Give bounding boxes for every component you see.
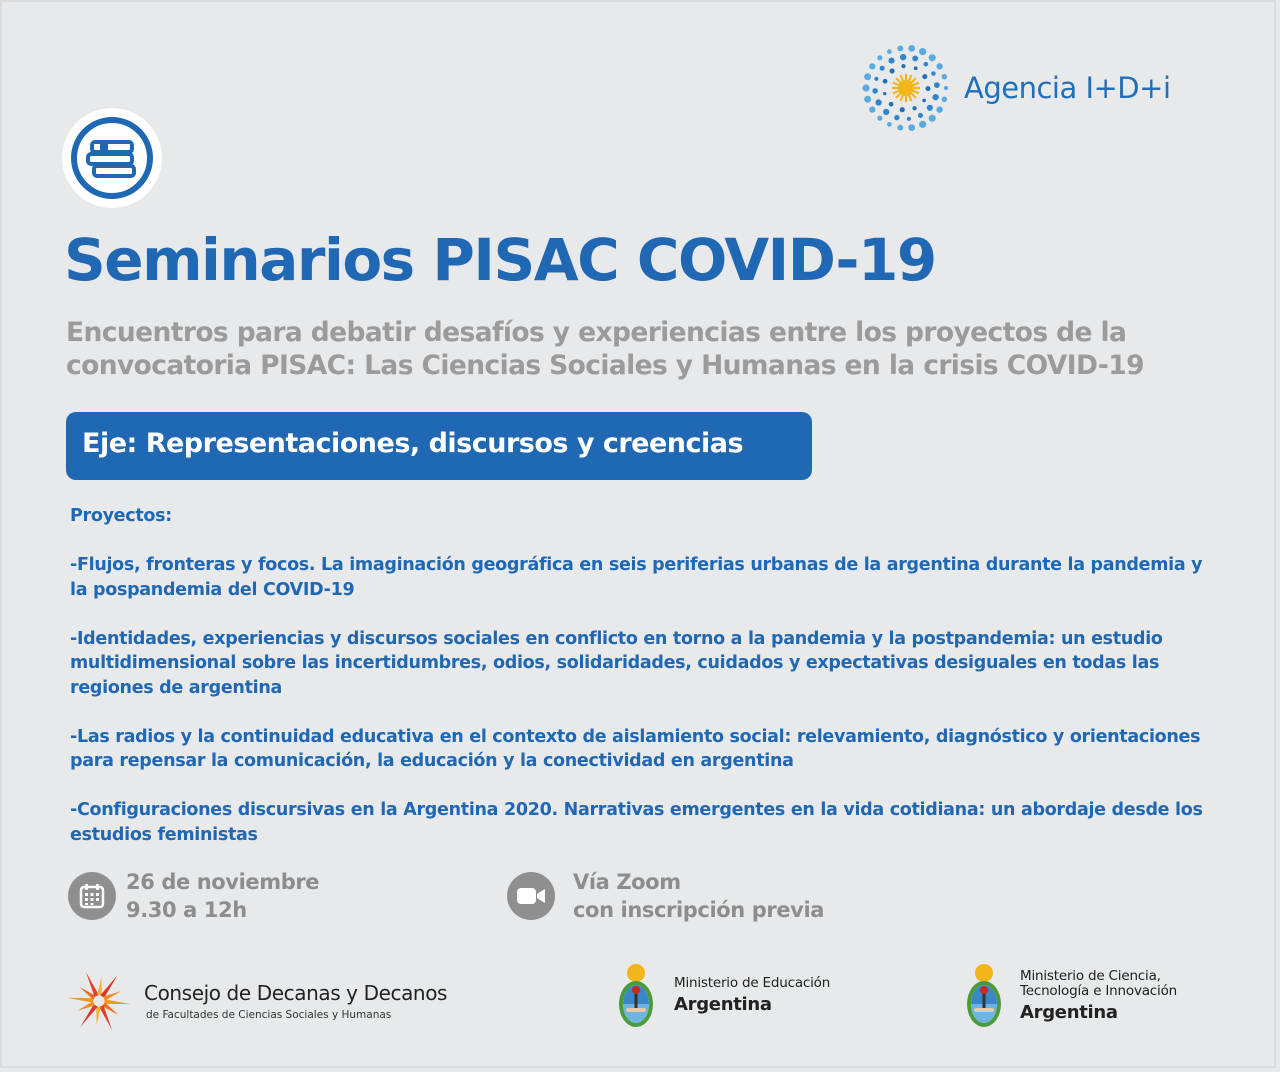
project-item: -Las radios y la continuidad educativa en el contexto de aislamiento social: relevamiento, diagnóstico y orientaciones para repensar la comunicación, la educación y la conectividad en argentina (70, 726, 1201, 771)
calendar-icon (78, 882, 106, 910)
agencia-sun-dots-icon (860, 42, 952, 134)
event-date-block (68, 868, 319, 924)
projects-section (70, 504, 1220, 872)
books-icon (70, 116, 154, 200)
ministerio-ciencia-country: Argentina (1020, 1002, 1118, 1023)
project-item: -Flujos, fronteras y focos. La imaginación geográfica en seis periferias urbanas de la argentina durante la pandemia y la pospandemia del COVID-19 (70, 555, 1203, 600)
national-coat-of-arms-icon (960, 962, 1008, 1034)
consejo-logo (64, 966, 447, 1036)
event-platform: Vía Zoom (573, 870, 681, 894)
agencia-logo (860, 42, 1171, 134)
ministerio-educacion-name: Ministerio de Educación (674, 974, 831, 991)
axis-label: Eje: Representaciones, discursos y creencias (82, 427, 744, 459)
consejo-subtitle: de Facultades de Ciencias Sociales y Humanas (146, 1009, 392, 1021)
event-registration: con inscripción previa (573, 898, 825, 922)
ministerio-educacion-country: Argentina (674, 993, 772, 1015)
ministerio-ciencia-name-line2: Tecnología e Innovación (1020, 983, 1177, 999)
event-platform-block (507, 868, 824, 924)
national-coat-of-arms-icon (612, 962, 660, 1034)
ministerio-ciencia-logo (960, 962, 1177, 1034)
project-item: -Configuraciones discursivas en la Argentina 2020. Narrativas emergentes en la vida cotidiana: un abordaje desde los estudios feministas (70, 800, 1203, 845)
page-subtitle: Encuentros para debatir desafíos y experiencias entre los proyectos de la convocatoria PISAC: Las Ciencias Sociales y Humanas en la crisis COVID-19 (66, 317, 1144, 381)
ministerio-educacion-logo (612, 962, 830, 1034)
page-title: Seminarios PISAC COVID-19 (64, 226, 936, 294)
consejo-name: Consejo de Decanas y Decanos (144, 981, 448, 1005)
consejo-star-icon (64, 966, 134, 1036)
projects-heading: Proyectos: (70, 506, 172, 526)
ministerio-ciencia-name-line1: Ministerio de Ciencia, (1020, 968, 1161, 984)
event-date: 26 de noviembre (126, 870, 320, 894)
agencia-name: Agencia I+D+i (964, 71, 1171, 105)
event-time: 9.30 a 12h (126, 898, 247, 922)
calendar-icon-badge (68, 872, 116, 920)
video-camera-icon (516, 885, 546, 907)
project-item: -Identidades, experiencias y discursos sociales en conflicto en torno a la pandemia y la postpandemia: un estudio multidimensional sobre las incertidumbres, odios, solidaridades, cuidados y expectativas desiguales en todas las regiones de argentina (70, 628, 1163, 698)
books-icon-badge (62, 108, 162, 208)
axis-banner (66, 412, 812, 480)
video-camera-icon-badge (507, 872, 555, 920)
